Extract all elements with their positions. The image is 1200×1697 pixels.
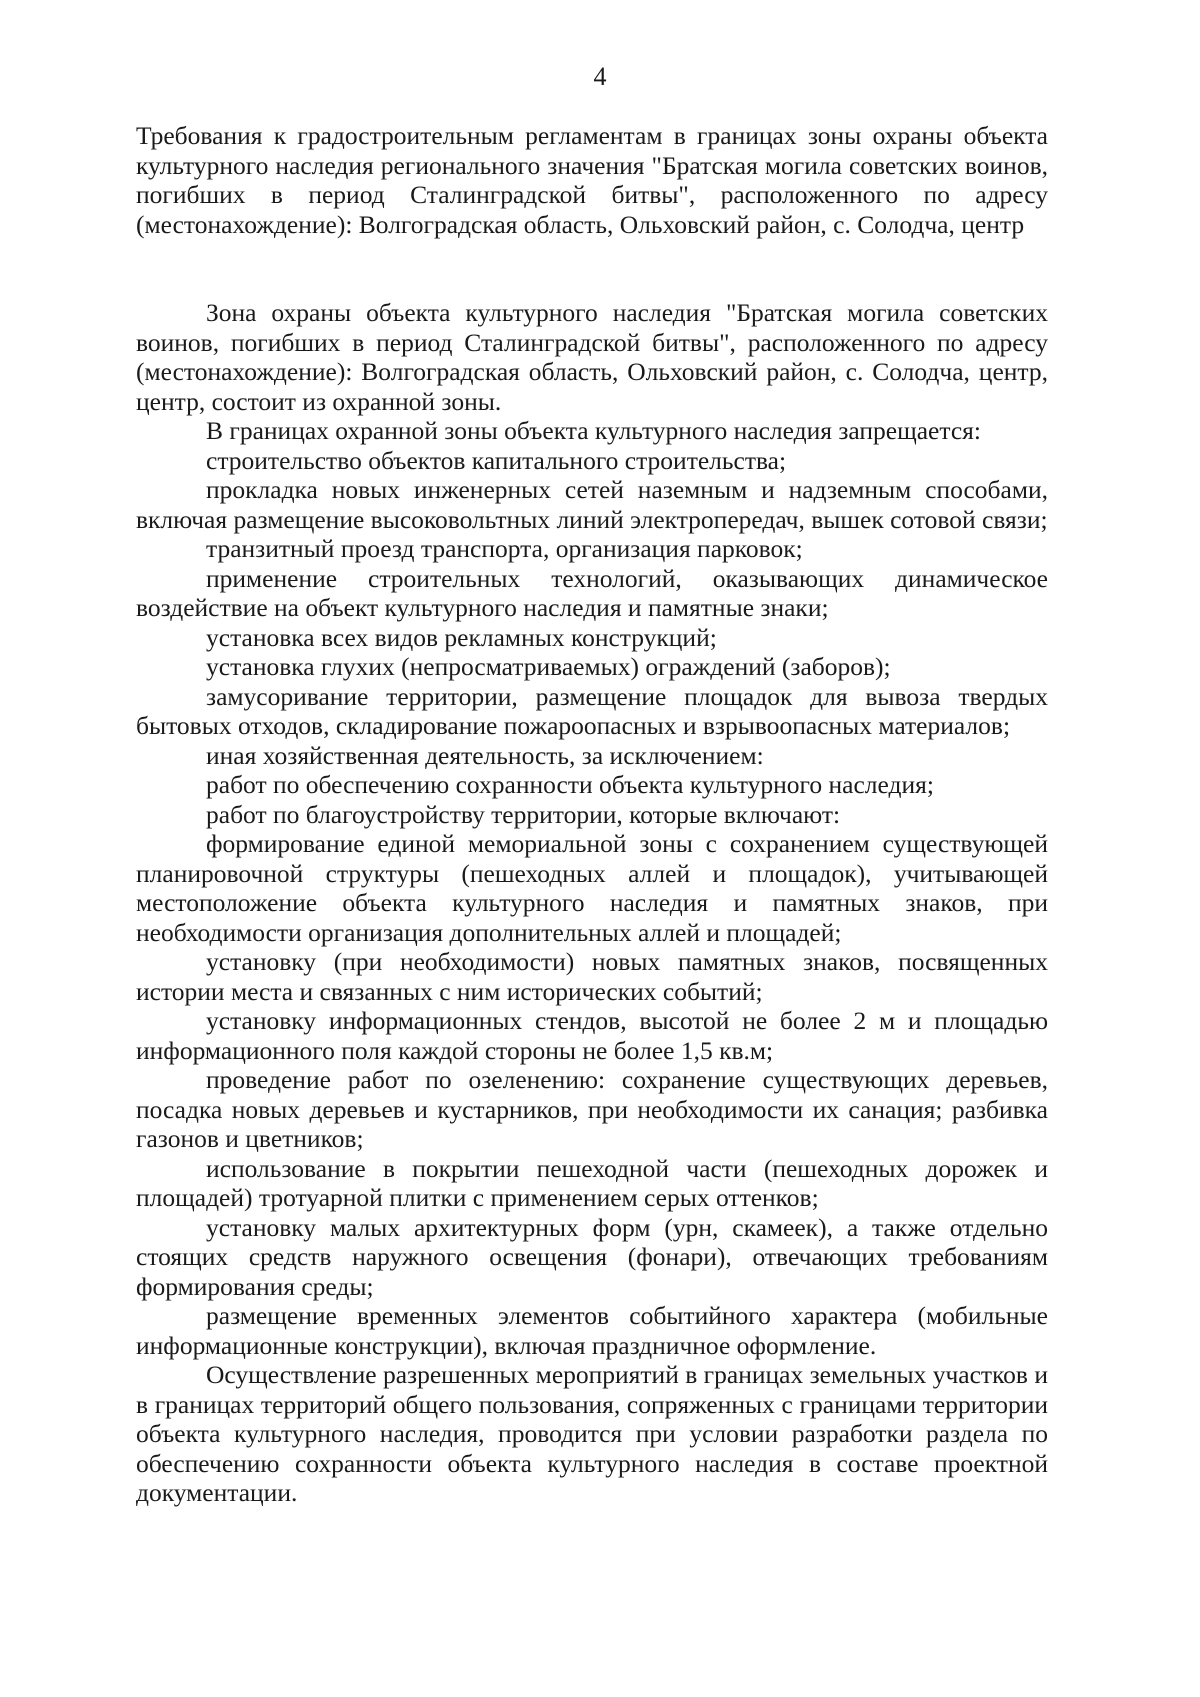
paragraph-closing: Осуществление разрешенных мероприятий в границах земельных участков и в границах территорий общего пользования, сопряженных с границами территории объекта культурного наследия, проводится при условии разработки раздела по обеспечению сохранности объекта культурного наследия в составе проектной документации. [136, 1360, 1048, 1507]
list-item: установку (при необходимости) новых памятных знаков, посвященных истории места и связанных с ним исторических событий; [136, 947, 1048, 1006]
list-item: строительство объектов капитального строительства; [206, 445, 787, 475]
list-item: прокладка новых инженерных сетей наземным и надземным способами, включая размещение высоковольтных линий электропередач, вышек сотовой связи; [136, 475, 1048, 534]
list-item: работ по благоустройству территории, которые включают: [206, 799, 841, 829]
list-item: установку малых архитектурных форм (урн, скамеек), а также отдельно стоящих средств наружного освещения (фонари), отвечающих требованиям формирования среды; [136, 1212, 1048, 1301]
list-item: формирование единой мемориальной зоны с сохранением существующей планировочной структуры (пешеходных аллей и площадок), учитывающей местоположение объекта культурного наследия и памятных знаков, при необходимости организация дополнительных аллей и площадей; [136, 829, 1048, 947]
paragraph-prohibitions-intro: В границах охранной зоны объекта культурного наследия запрещается: [206, 416, 981, 445]
list-item: транзитный проезд транспорта, организация парковок; [206, 534, 803, 563]
list-item: установка всех видов рекламных конструкций; [206, 622, 717, 652]
list-item: иная хозяйственная деятельность, за исключением: [206, 740, 764, 770]
document-body [136, 121, 1048, 1508]
paragraph-zone-description: Зона охраны объекта культурного наследия "Братская могила советских воинов, погибших в период Сталинградской битвы", расположенного по адресу (местонахождение): Волгоградская область, Ольховский район, с. Солодча, центр, центр, состоит из охранной зоны. [136, 298, 1048, 416]
list-item: установку информационных стендов, высотой не более 2 м и площадью информационного поля каждой стороны не более 1,5 кв.м; [136, 1006, 1048, 1065]
list-item: применение строительных технологий, оказывающих динамическое воздействие на объект культурного наследия и памятные знаки; [136, 563, 1048, 622]
list-item: проведение работ по озеленению: сохранение существующих деревьев, посадка новых деревьев и кустарников, при необходимости их санация; разбивка газонов и цветников; [136, 1065, 1048, 1153]
list-item: установка глухих (непросматриваемых) ограждений (заборов); [206, 652, 891, 681]
page-number: 4 [593, 62, 607, 91]
list-item: замусоривание территории, размещение площадок для вывоза твердых бытовых отходов, складирование пожароопасных и взрывоопасных материалов; [136, 681, 1048, 740]
list-item: использование в покрытии пешеходной части (пешеходных дорожек и площадей) тротуарной плитки с применением серых оттенков; [136, 1153, 1048, 1212]
section-gap [136, 239, 1048, 298]
document-title: Требования к градостроительным регламентам в границах зоны охраны объекта культурного наследия регионального значения "Братская могила советских воинов, погибших в период Сталинградской битвы", расположенного по адресу (местонахождение): Волгоградская область, Ольховский район, с. Солодча, центр [136, 121, 1048, 239]
list-item: работ по обеспечению сохранности объекта культурного наследия; [206, 770, 934, 799]
list-item: размещение временных элементов событийного характера (мобильные информационные конструкции), включая праздничное оформление. [136, 1301, 1048, 1360]
